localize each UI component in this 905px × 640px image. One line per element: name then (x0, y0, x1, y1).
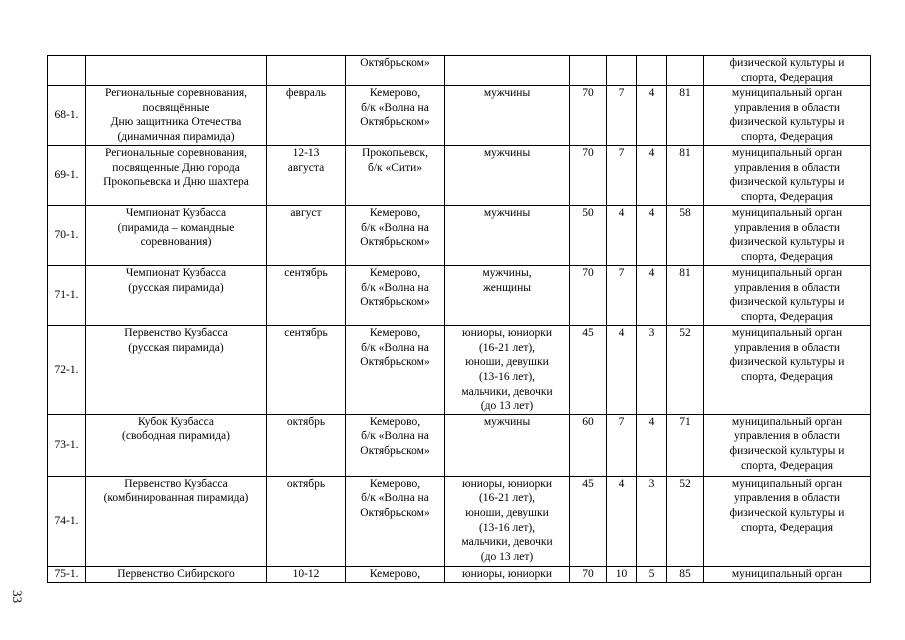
participants-cell (445, 266, 570, 326)
count-cell-total: 81 (667, 266, 704, 326)
count-cell-total: 81 (667, 86, 704, 146)
count-cell-2: 4 (607, 326, 637, 415)
group-line: мужчины (483, 415, 531, 428)
group-line: мальчики, девочки (461, 536, 553, 549)
group-line: (до 13 лет) (480, 550, 534, 563)
organizer-cell (704, 266, 871, 326)
count-cell-1: 70 (570, 86, 607, 146)
name-line: (комбинированная пирамида) (103, 492, 249, 505)
count-cell-1: 60 (570, 414, 607, 476)
event-name-cell (86, 414, 267, 476)
date-cell (267, 566, 346, 582)
name-line: (пирамида – командные (117, 221, 235, 234)
date-cell (267, 266, 346, 326)
count-cell-total (667, 56, 704, 86)
count-cell-total: 58 (667, 206, 704, 266)
place-line: Октябрьском» (360, 57, 430, 69)
venue-cell (346, 566, 445, 582)
date-line: февраль (286, 87, 326, 100)
count-cell-3: 4 (637, 206, 667, 266)
org-line: спорта, Федерация (740, 310, 834, 323)
organizer-cell (704, 206, 871, 266)
row-number-cell: 70-1. (48, 206, 86, 266)
organizer-cell (704, 476, 871, 566)
count-cell-2: 4 (607, 476, 637, 566)
place-line: б/к «Волна на (361, 492, 429, 505)
org-line: муниципальный орган (731, 207, 843, 220)
group-line: мальчики, девочки (461, 385, 553, 398)
event-name-cell (86, 56, 267, 86)
organizer-cell (704, 86, 871, 146)
event-name-cell (86, 86, 267, 146)
date-cell (267, 206, 346, 266)
org-line: физической культуры и (729, 116, 845, 129)
group-line: (до 13 лет) (480, 400, 534, 413)
place-line: Октябрьском» (360, 444, 430, 457)
org-line: управления в области (733, 492, 841, 505)
place-line: б/к «Волна на (361, 430, 429, 443)
name-line: Чемпионат Кузбасса (125, 207, 227, 220)
organizer-cell (704, 56, 871, 86)
name-line: Региональные соревнования, (104, 87, 248, 100)
group-line: юниоры, юниорки (461, 327, 553, 340)
org-line: управления в области (733, 341, 841, 354)
place-line: Кемерово, (369, 477, 421, 490)
table-row (48, 266, 871, 326)
event-name-cell (86, 266, 267, 326)
row-number-cell: 69-1. (48, 146, 86, 206)
venue-cell (346, 414, 445, 476)
org-line: физической культуры и (729, 444, 845, 457)
count-cell-3: 3 (637, 476, 667, 566)
name-line: посвященные Дню города (112, 161, 240, 174)
org-line: управления в области (733, 161, 841, 174)
count-cell-3: 4 (637, 86, 667, 146)
org-line: спорта, Федерация (740, 130, 834, 143)
count-cell-total: 71 (667, 414, 704, 476)
count-cell-2: 7 (607, 86, 637, 146)
date-line: сентябрь (284, 267, 328, 280)
org-line: муниципальный орган (731, 147, 843, 160)
place-line: Кемерово, (369, 415, 421, 428)
table-row (48, 146, 871, 206)
venue-cell (346, 206, 445, 266)
org-line: муниципальный орган (731, 477, 843, 490)
participants-cell (445, 56, 570, 86)
name-line: Первенство Кузбасса (124, 477, 228, 490)
group-line: мужчины (483, 87, 531, 100)
count-cell-total: 85 (667, 566, 704, 582)
name-line: Прокопьевска и Дню шахтера (103, 176, 249, 189)
venue-cell (346, 56, 445, 86)
org-line: муниципальный орган (731, 415, 843, 428)
place-line: б/к «Волна на (361, 101, 429, 114)
count-cell-2: 7 (607, 266, 637, 326)
date-cell (267, 414, 346, 476)
date-line: август (290, 207, 322, 220)
place-line: б/к «Волна на (361, 221, 429, 234)
name-line: (динамичная пирамида) (117, 130, 235, 143)
count-cell-3: 3 (637, 326, 667, 415)
name-line: Первенство Кузбасса (124, 327, 228, 340)
event-name-cell (86, 326, 267, 415)
table-row (48, 566, 871, 582)
date-line: октябрь (286, 477, 326, 490)
place-line: Октябрьском» (360, 116, 430, 129)
organizer-cell (704, 566, 871, 582)
event-name-cell (86, 206, 267, 266)
count-cell-1: 70 (570, 266, 607, 326)
org-line: физической культуры и (729, 356, 845, 369)
date-line: 12-13 (292, 147, 320, 160)
name-line: Дню защитника Отечества (110, 116, 242, 129)
count-cell-1 (570, 56, 607, 86)
date-line: августа (287, 161, 325, 174)
org-line: муниципальный орган (731, 267, 843, 280)
place-line: Прокопьевск, (362, 147, 428, 160)
table-row (48, 206, 871, 266)
name-line: Чемпионат Кузбасса (125, 267, 227, 280)
group-line: (13-16 лет), (478, 521, 536, 534)
name-line: (русская пирамида) (128, 281, 224, 294)
table-row (48, 56, 871, 86)
place-line: Кемерово, (369, 267, 421, 280)
org-line: спорта, Федерация (740, 250, 834, 263)
group-line: женщины (483, 281, 531, 294)
count-cell-total: 52 (667, 326, 704, 415)
table-row (48, 326, 871, 415)
row-number-cell (48, 56, 86, 86)
participants-cell (445, 326, 570, 415)
count-cell-1: 45 (570, 326, 607, 415)
name-line: (русская пирамида) (128, 341, 224, 354)
event-name-cell (86, 566, 267, 582)
org-line: спорта, Федерация (740, 521, 834, 534)
group-line: (16-21 лет), (478, 492, 536, 505)
org-line: управления в области (733, 281, 841, 294)
count-cell-1: 70 (570, 566, 607, 582)
row-number-cell: 72-1. (48, 326, 86, 415)
participants-cell (445, 86, 570, 146)
event-name-cell (86, 476, 267, 566)
group-line: мужчины (483, 207, 531, 220)
organizer-cell (704, 326, 871, 415)
participants-cell (445, 206, 570, 266)
date-line: сентябрь (284, 327, 328, 340)
group-line: (16-21 лет), (478, 341, 536, 354)
name-line: Региональные соревнования, (104, 147, 248, 160)
group-line: юниоры, юниорки (461, 477, 553, 490)
group-line: юниоры, юниорки (461, 567, 553, 580)
count-cell-3: 5 (637, 566, 667, 582)
org-line: физической культуры и (729, 176, 845, 189)
table-row (48, 476, 871, 566)
venue-cell (346, 326, 445, 415)
place-line: Кемерово, (369, 567, 421, 580)
place-line: Октябрьском» (360, 356, 430, 369)
group-line: мужчины, (482, 267, 532, 280)
row-number-cell: 71-1. (48, 266, 86, 326)
count-cell-2: 10 (607, 566, 637, 582)
place-line: б/к «Сити» (367, 161, 422, 174)
participants-cell (445, 476, 570, 566)
count-cell-1: 70 (570, 146, 607, 206)
place-line: Октябрьском» (360, 296, 430, 309)
date-line: октябрь (286, 415, 326, 428)
name-line: соревнования) (140, 236, 212, 249)
count-cell-total: 52 (667, 476, 704, 566)
date-cell (267, 56, 346, 86)
count-cell-1: 45 (570, 476, 607, 566)
count-cell-2: 7 (607, 146, 637, 206)
count-cell-2 (607, 56, 637, 86)
count-cell-2: 7 (607, 414, 637, 476)
participants-cell (445, 566, 570, 582)
count-cell-2: 4 (607, 206, 637, 266)
name-line: Кубок Кузбасса (138, 415, 214, 428)
group-line: (13-16 лет), (478, 370, 536, 383)
org-line: муниципальный орган (731, 567, 843, 580)
date-cell (267, 476, 346, 566)
org-line: спорта, Федерация (740, 459, 834, 472)
org-line: физической культуры и (729, 57, 845, 69)
venue-cell (346, 86, 445, 146)
place-line: Кемерово, (369, 207, 421, 220)
org-line: управления в области (733, 101, 841, 114)
date-cell (267, 326, 346, 415)
date-cell (267, 86, 346, 146)
org-line: спорта, Федерация (740, 190, 834, 203)
page-number: 33 (10, 590, 25, 603)
date-line: 10-12 (292, 567, 320, 580)
table-row (48, 414, 871, 476)
venue-cell (346, 146, 445, 206)
org-line: физической культуры и (729, 506, 845, 519)
name-line: посвящённые (142, 101, 210, 114)
count-cell-3: 4 (637, 414, 667, 476)
count-cell-1: 50 (570, 206, 607, 266)
org-line: спорта, Федерация (740, 71, 834, 84)
count-cell-total: 81 (667, 146, 704, 206)
org-line: физической культуры и (729, 236, 845, 249)
row-number-cell: 74-1. (48, 476, 86, 566)
row-number-cell: 75-1. (48, 566, 86, 582)
participants-cell (445, 146, 570, 206)
row-number-cell: 68-1. (48, 86, 86, 146)
group-line: мужчины (483, 147, 531, 160)
name-line: Первенство Сибирского (117, 567, 235, 580)
count-cell-3: 4 (637, 266, 667, 326)
count-cell-3: 4 (637, 146, 667, 206)
name-line: (свободная пирамида) (122, 430, 230, 443)
venue-cell (346, 266, 445, 326)
date-cell (267, 146, 346, 206)
place-line: Октябрьском» (360, 236, 430, 249)
org-line: муниципальный орган (731, 327, 843, 340)
venue-cell (346, 476, 445, 566)
org-line: физической культуры и (729, 296, 845, 309)
participants-cell (445, 414, 570, 476)
place-line: б/к «Волна на (361, 281, 429, 294)
organizer-cell (704, 146, 871, 206)
table-row (48, 86, 871, 146)
row-number-cell: 73-1. (48, 414, 86, 476)
place-line: Кемерово, (369, 327, 421, 340)
org-line: муниципальный орган (731, 87, 843, 100)
org-line: управления в области (733, 221, 841, 234)
org-line: спорта, Федерация (740, 370, 834, 383)
count-cell-3 (637, 56, 667, 86)
place-line: б/к «Волна на (361, 341, 429, 354)
group-line: юноши, девушки (465, 506, 549, 519)
org-line: управления в области (733, 430, 841, 443)
event-name-cell (86, 146, 267, 206)
group-line: юноши, девушки (465, 356, 549, 369)
place-line: Октябрьском» (360, 506, 430, 519)
place-line: Кемерово, (369, 87, 421, 100)
organizer-cell (704, 414, 871, 476)
events-table (47, 55, 871, 583)
